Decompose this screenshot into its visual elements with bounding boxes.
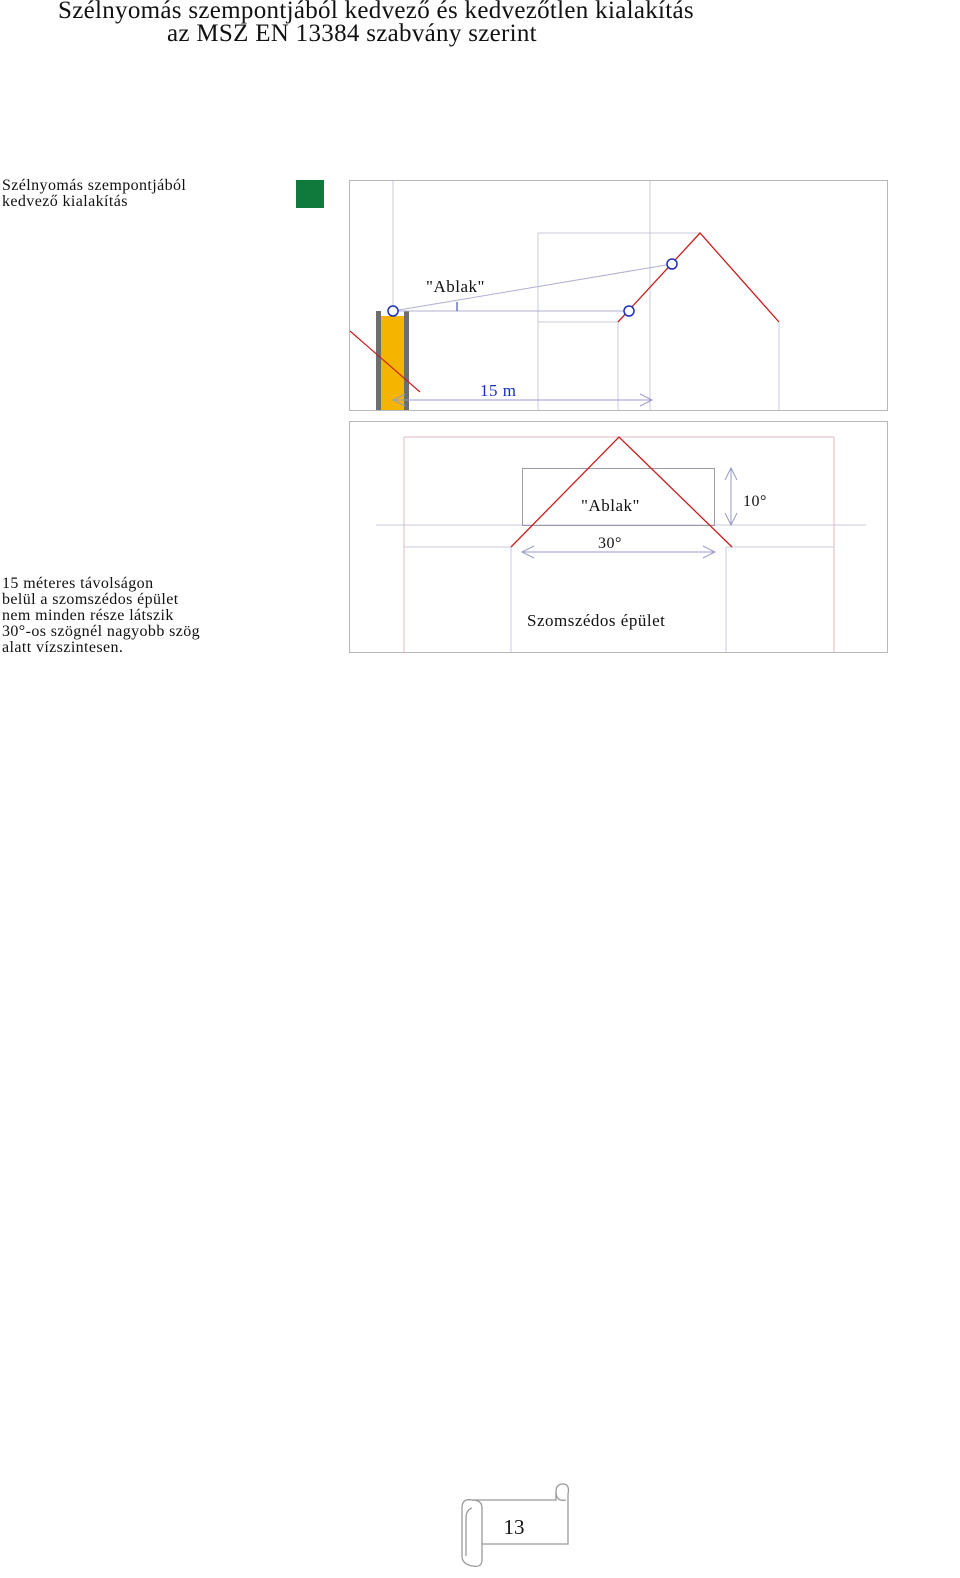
side-view-diagram: [350, 181, 888, 411]
front-window-label: "Ablak": [581, 496, 640, 515]
favorable-label-line-2: kedvező kialakítás: [2, 193, 128, 210]
page-number: 13: [503, 1515, 525, 1539]
neighbor-building-label: Szomszédos épület: [527, 611, 666, 630]
page-number-scroll: [458, 1482, 570, 1568]
note-line: 30°-os szögnél nagyobb szög: [2, 623, 201, 640]
neighbor-roof: [618, 233, 779, 322]
note-line: nem minden része látszik: [2, 607, 174, 624]
chimney-edge-left: [376, 311, 381, 410]
distance-label: 15 m: [480, 381, 517, 400]
neighbor-gable: [511, 437, 732, 547]
note-line: 15 méteres távolságon: [2, 575, 154, 592]
note-line: alatt vízszintesen.: [2, 639, 124, 656]
title-line-1: Szélnyomás szempontjából kedvező és kedvezőtlen kialakítás: [58, 0, 694, 24]
horizontal-angle-label: 30°: [598, 535, 622, 552]
chimney-top-point: [388, 306, 398, 316]
vertical-angle-label: 10°: [743, 493, 767, 510]
title-line-2: az MSZ EN 13384 szabvány szerint: [167, 20, 537, 47]
front-view-diagram: [350, 422, 888, 653]
favorable-label-line-1: Szélnyomás szempontjából: [2, 177, 187, 194]
roof-lower-point: [624, 306, 634, 316]
roof-upper-point: [667, 259, 677, 269]
note-line: belül a szomszédos épület: [2, 591, 179, 608]
chimney-edge-right: [404, 311, 409, 410]
side-window-label: "Ablak": [426, 277, 485, 296]
